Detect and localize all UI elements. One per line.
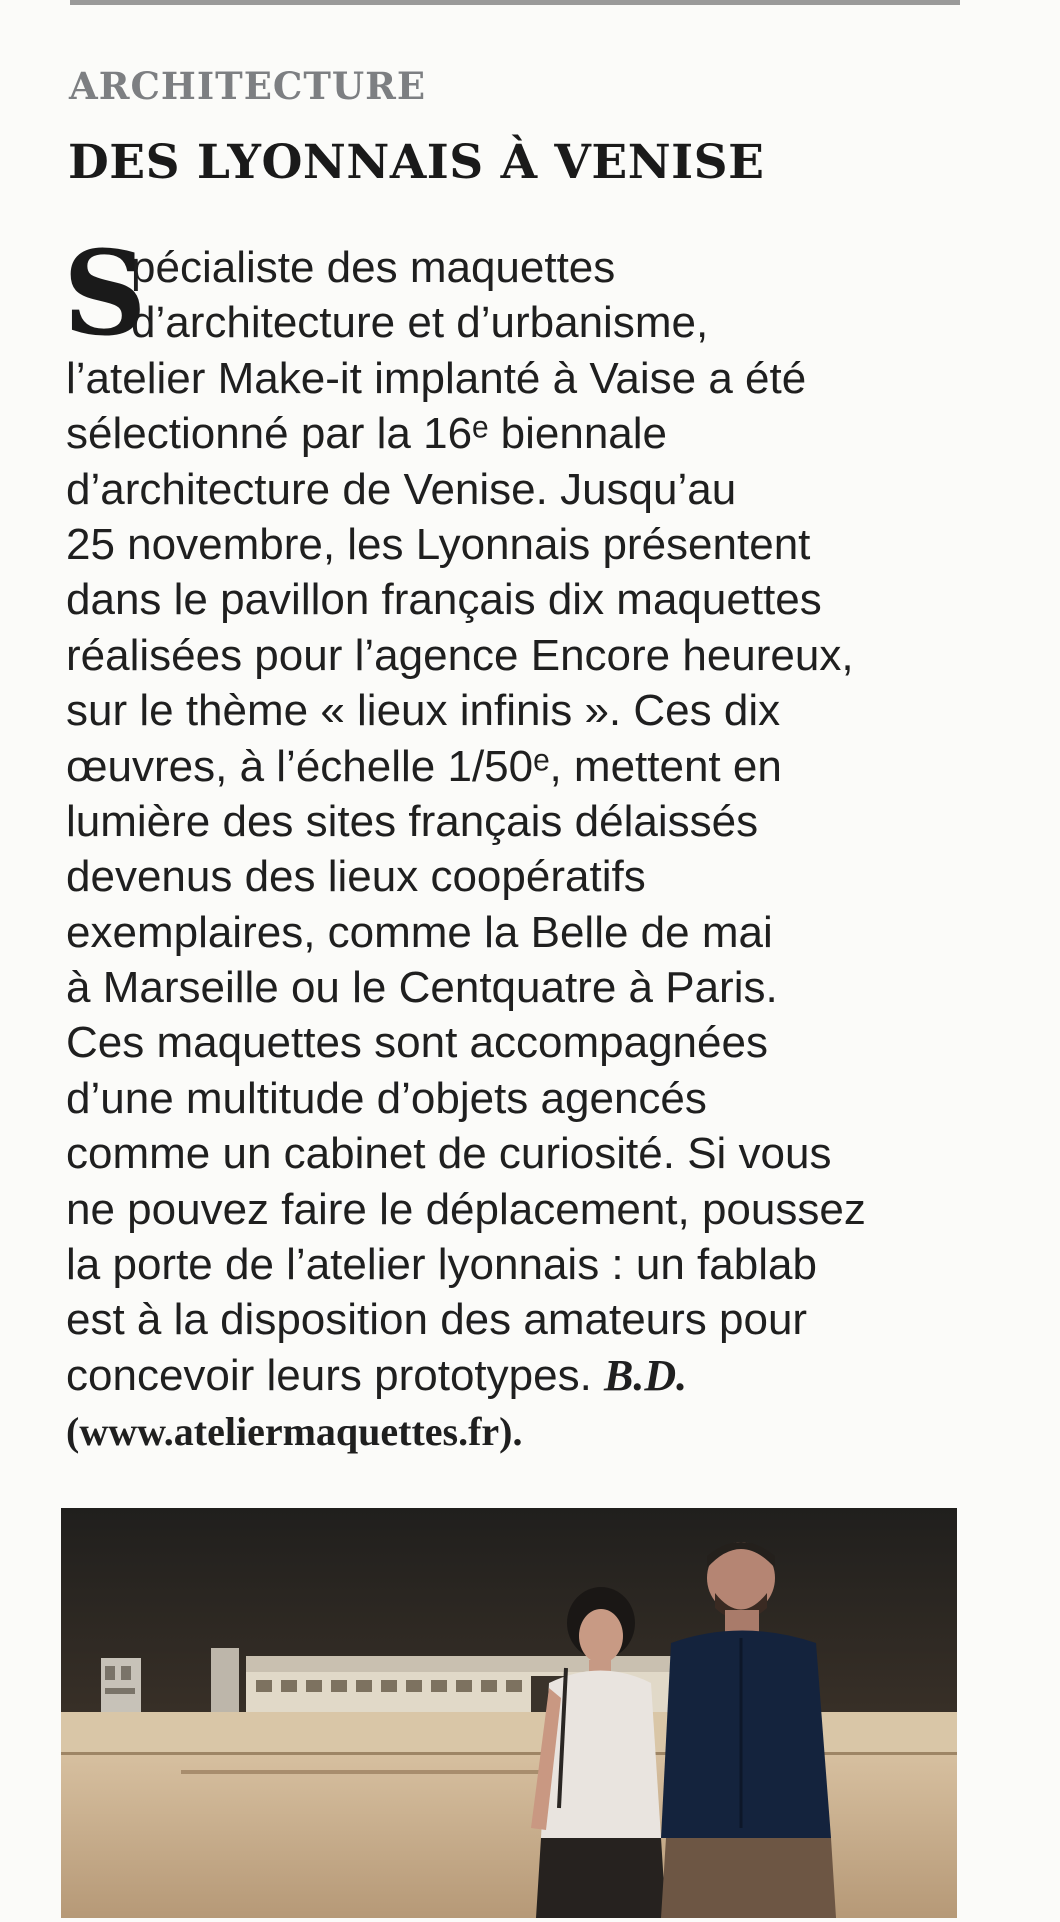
article-line: devenus des lieux coopératifs <box>66 852 646 902</box>
website-url: (www.ateliermaquettes.fr). <box>66 1409 523 1455</box>
article-headline: DES LYONNAIS À VENISE <box>68 135 765 190</box>
article-line: Ces maquettes sont accompagnées <box>66 1018 768 1068</box>
website-line <box>66 1403 966 1458</box>
article-line: à Marseille ou le Centquatre à Paris. <box>66 963 778 1013</box>
article-body <box>63 226 966 1459</box>
article-line: est à la disposition des amateurs pour <box>66 1295 808 1345</box>
article-line: comme un cabinet de curiosité. Si vous <box>66 1129 832 1179</box>
article-line: d’architecture de Venise. Jusqu’au <box>66 464 737 514</box>
author-signature: B.D. <box>604 1350 688 1400</box>
exhibition-photo <box>61 1508 957 1918</box>
article-line: dans le pavillon français dix maquettes <box>66 575 822 625</box>
article-line: d’architecture et d’urbanisme, <box>131 298 709 348</box>
article-line: 25 novembre, les Lyonnais présentent <box>66 519 811 569</box>
article-line: la porte de l’atelier lyonnais : un fablab <box>66 1240 817 1290</box>
drop-cap: S <box>63 226 147 362</box>
top-rule <box>70 0 960 5</box>
article-line: d’une multitude d’objets agencés <box>66 1073 707 1123</box>
article-line: l’atelier Make-it implanté à Vaise a été <box>66 353 807 403</box>
article-line: exemplaires, comme la Belle de mai <box>66 907 773 957</box>
article-line: réalisées pour l’agence Encore heureux, <box>66 630 854 680</box>
article-line-last <box>66 1348 966 1403</box>
article-line: sélectionné par la 16ᵉ biennale <box>66 409 668 459</box>
article-line: œuvres, à l’échelle 1/50ᵉ, mettent en <box>66 741 782 791</box>
article-line: pécialiste des maquettes <box>131 243 616 292</box>
article-line: sur le thème « lieux infinis ». Ces dix <box>66 686 781 736</box>
section-kicker: ARCHITECTURE <box>69 64 427 108</box>
article-line: ne pouvez faire le déplacement, poussez <box>66 1184 866 1234</box>
article-line: lumière des sites français délaissés <box>66 796 759 846</box>
article-line-text: concevoir leurs prototypes. <box>66 1350 592 1400</box>
